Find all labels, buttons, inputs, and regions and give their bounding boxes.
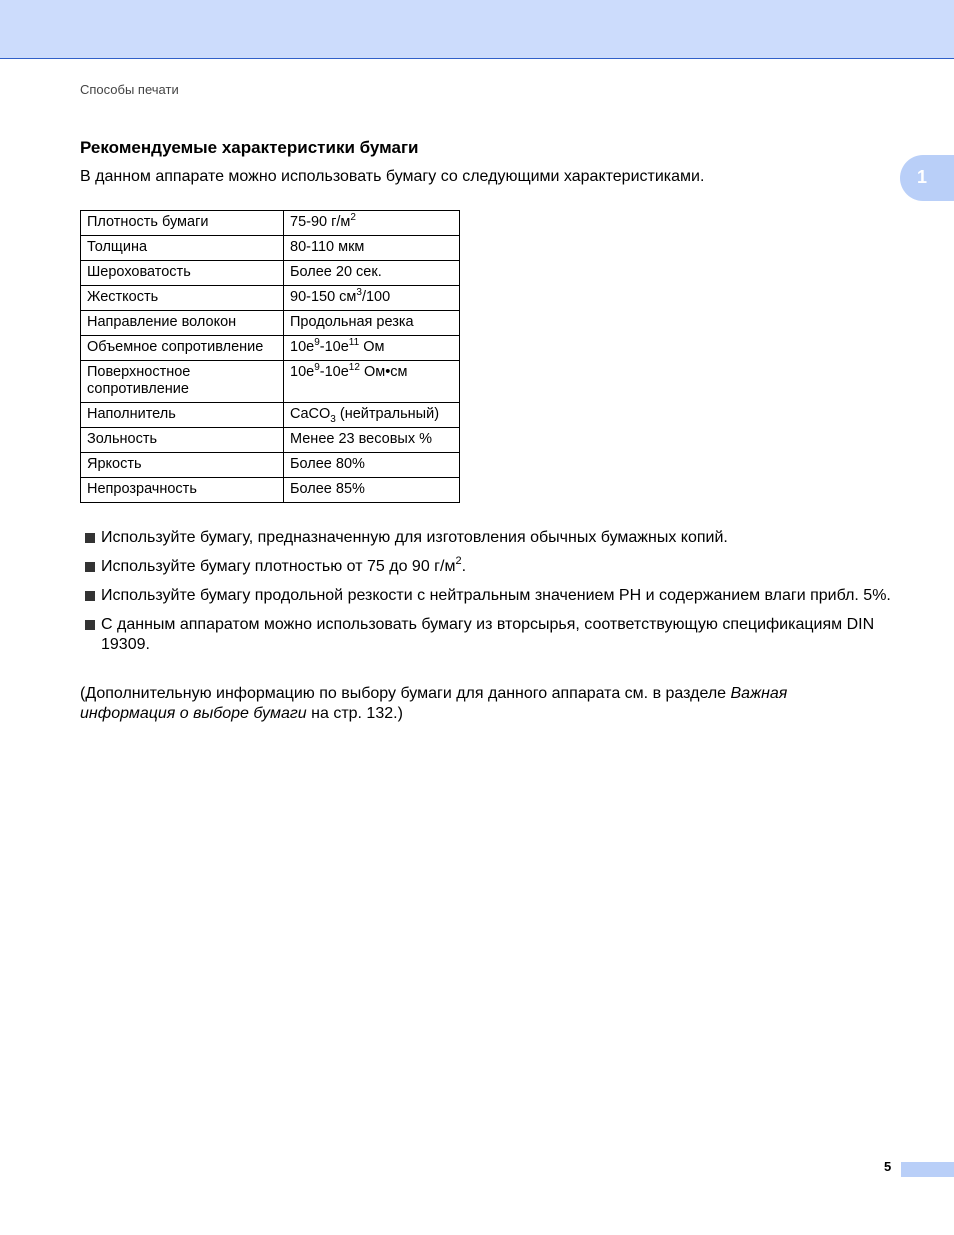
cross-reference-link[interactable]: Важная информация о выборе бумаги bbox=[80, 685, 788, 722]
square-bullet-icon bbox=[85, 533, 95, 543]
recommendations-list bbox=[80, 528, 895, 664]
header-band bbox=[0, 0, 954, 59]
spec-label: Шероховатость bbox=[81, 261, 284, 286]
spec-label: Жесткость bbox=[81, 286, 284, 311]
list-item: Используйте бумагу продольной резкости с нейтральным значением PH и содержанием влаги прибл. 5%. bbox=[80, 586, 895, 606]
spec-label: Толщина bbox=[81, 236, 284, 261]
list-item: С данным аппаратом можно использовать бумагу из вторсырья, соответствующую спецификациям DIN 19309. bbox=[80, 615, 895, 655]
spec-value: $10e^9-10e^{12}$ Ом•см bbox=[284, 361, 460, 403]
intro-text: В данном аппарате можно использовать бумагу со следующими характеристиками. bbox=[80, 168, 705, 185]
table-row bbox=[81, 286, 460, 311]
square-bullet-icon bbox=[85, 591, 95, 601]
spec-label: Зольность bbox=[81, 428, 284, 453]
spec-value: Более 85% bbox=[284, 478, 460, 503]
table-row bbox=[81, 453, 460, 478]
spec-label: Объемное сопротивление bbox=[81, 336, 284, 361]
spec-value: Продольная резка bbox=[284, 311, 460, 336]
spec-value: CaCO$_3$ (нейтральный) bbox=[284, 403, 460, 428]
spec-label: Направление волокон bbox=[81, 311, 284, 336]
table-row bbox=[81, 478, 460, 503]
spec-value: 90-150 $см^3/100$ bbox=[284, 286, 460, 311]
table-row bbox=[81, 311, 460, 336]
section-title: Рекомендуемые характеристики бумаги bbox=[80, 138, 419, 157]
list-item: Используйте бумагу, предназначенную для изготовления обычных бумажных копий. bbox=[80, 528, 895, 548]
running-head: Способы печати bbox=[80, 82, 179, 97]
table-row bbox=[81, 236, 460, 261]
spec-value: Менее 23 весовых % bbox=[284, 428, 460, 453]
table-row bbox=[81, 261, 460, 286]
spec-value: 75-90 $г/м^2$ bbox=[284, 211, 460, 236]
spec-label: Поверхностное сопротивление bbox=[81, 361, 284, 403]
spec-value: Более 20 сек. bbox=[284, 261, 460, 286]
square-bullet-icon bbox=[85, 562, 95, 572]
list-item: Используйте бумагу плотностью от 75 до 90 $г/м^2$. bbox=[80, 557, 895, 577]
spec-label: Яркость bbox=[81, 453, 284, 478]
paper-spec-table bbox=[80, 210, 460, 503]
table-row bbox=[81, 336, 460, 361]
spec-value: Более 80% bbox=[284, 453, 460, 478]
spec-label: Плотность бумаги bbox=[81, 211, 284, 236]
table-row bbox=[81, 428, 460, 453]
page-number: 5 bbox=[884, 1159, 892, 1174]
table-row bbox=[81, 361, 460, 403]
footer-band bbox=[901, 1162, 954, 1177]
chapter-tab[interactable]: 1 bbox=[900, 155, 954, 201]
spec-value: $10e^9-10e^{11}$ Ом bbox=[284, 336, 460, 361]
square-bullet-icon bbox=[85, 620, 95, 630]
spec-label: Непрозрачность bbox=[81, 478, 284, 503]
spec-label: Наполнитель bbox=[81, 403, 284, 428]
spec-value: 80-110 мкм bbox=[284, 236, 460, 261]
reference-note: (Дополнительную информацию по выбору бумаги для данного аппарата см. в разделе Важная информация о выборе бумаги на стр. 132.) bbox=[80, 685, 788, 722]
table-row bbox=[81, 211, 460, 236]
table-row bbox=[81, 403, 460, 428]
